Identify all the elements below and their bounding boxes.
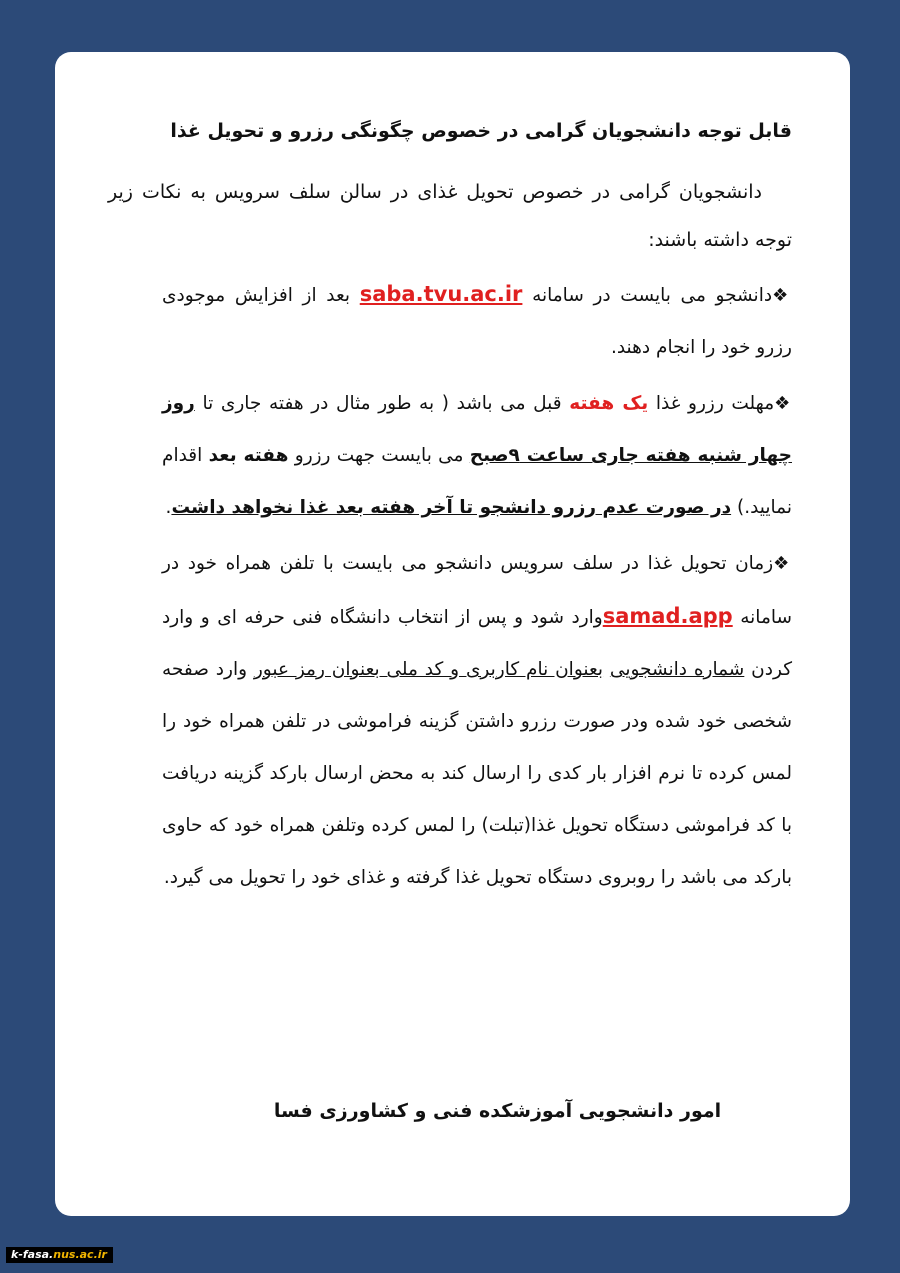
- bullet-food-delivery: ❖زمان تحویل غذا در سلف سرویس دانشجو می بایست با تلفن همراه خود در سامانه samad.appوارد شود و پس از انتخاب دانشگاه فنی حرفه ای و وارد کردن شماره دانشجویی بعنوان نام کاربری و کد ملی بعنوان رمز عبور وارد صفحه شخصی خود شده ودر صورت رزرو داشتن گزینه فراموشی در تلفن همراه خود را لمس کرده تا نرم افزار بار کدی را ارسال کند به محض ارسال بارکد گزینه دریافت با کد فراموشی دستگاه تحویل غذا(تبلت) را لمس کرده وتلفن همراه خود که حاوی بارکد می باشد را روبروی دستگاه تحویل غذا گرفته و غذای خود را تحویل می گیرد.: [162, 553, 792, 888]
- notice-content: [108, 112, 792, 904]
- bullet-reservation-deadline: ❖مهلت رزرو غذا یک هفته قبل می باشد ( به طور مثال در هفته جاری تا روز چهار شنبه هفته جاری ساعت ۹صبح می بایست جهت رزرو هفته بعد اقدام نمایید.) در صورت عدم رزرو دانشجو تا آخر هفته بعد غذا نخواهد داشت.: [162, 393, 792, 518]
- bullet-reservation-site: ❖دانشجو می بایست در سامانه saba.tvu.ac.ir بعد از افزایش موجودی رزرو خود را انجام دهند.: [162, 282, 793, 358]
- credentials-highlight: بعنوان نام کاربری و کد ملی بعنوان رمز عبور: [253, 659, 604, 680]
- next-week-highlight: هفته بعد: [208, 445, 289, 466]
- samad-link[interactable]: samad.app: [602, 604, 733, 628]
- notice-title: قابل توجه دانشجویان گرامی در خصوص چگونگی رزرو و تحویل غذا: [170, 120, 792, 142]
- intro-paragraph: دانشجویان گرامی در خصوص تحویل غذای در سالن سلف سرویس به نکات زیر توجه داشته باشند:: [108, 181, 792, 251]
- deadline-highlight: روز چهار شنبه هفته جاری ساعت ۹صبح: [162, 393, 792, 466]
- signature-footer: امور دانشجویی آموزشکده فنی و کشاورزی فسا: [273, 1100, 722, 1122]
- one-week-highlight: یک هفته: [569, 393, 649, 414]
- diamond-bullet-icon: ❖: [774, 393, 792, 414]
- site-badge: k-fasa.nus.ac.ir: [6, 1247, 113, 1263]
- student-number-highlight: شماره دانشجویی: [609, 659, 745, 680]
- diamond-bullet-icon: ❖: [773, 553, 792, 574]
- no-food-warning: در صورت عدم رزرو دانشجو تا آخر هفته بعد غذا نخواهد داشت: [171, 497, 732, 518]
- saba-link[interactable]: saba.tvu.ac.ir: [359, 282, 523, 306]
- diamond-bullet-icon: ❖: [772, 285, 793, 306]
